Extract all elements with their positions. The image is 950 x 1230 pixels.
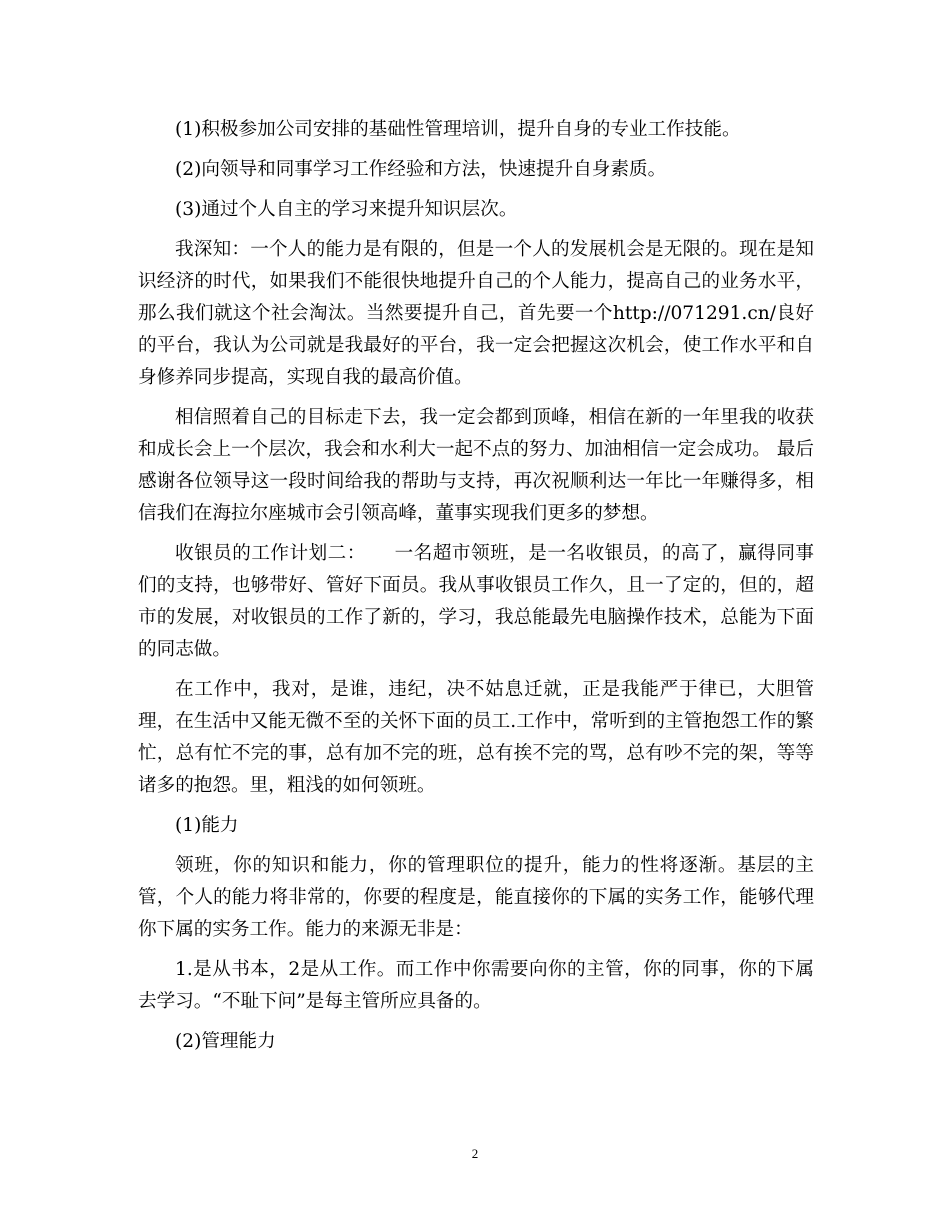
paragraph-9: 领班，你的知识和能力，你的管理职位的提升，能力的性将逐渐。基层的主管，个人的能力将非常的，你要的程度是，能直接你的下属的实务工作，能够代理你下属的实务工作。能力的来源无非是：	[138, 855, 814, 940]
paragraph-11: (2)管理能力	[175, 1031, 276, 1052]
paragraph-1: (1)积极参加公司安排的基础性管理培训，提升自身的专业工作技能。	[175, 119, 741, 140]
document-body	[138, 114, 814, 1058]
paragraph-2: (2)向领导和同事学习工作经验和方法，快速提升自身素质。	[175, 159, 667, 180]
paragraph-3: (3)通过个人自主的学习来提升知识层次。	[175, 199, 518, 220]
paragraph-8: (1)能力	[175, 815, 239, 836]
paragraph-10: 1.是从书本，2是从工作。而工作中你需要向你的主管，你的同事，你的下属去学习。“不耻下问”是每主管所应具备的。	[138, 959, 814, 1012]
paragraph-7: 在工作中，我对，是谁，违纪，决不姑息迁就，正是我能严于律已，大胆管理，在生活中又能无微不至的关怀下面的员工.工作中，常听到的主管抱怨工作的繁忙，总有忙不完的事，总有加不完的班，总有挨不完的骂，总有吵不完的架，等等诸多的抱怨。里，粗浅的如何领班。	[138, 679, 814, 796]
paragraph-5: 相信照着自己的目标走下去，我一定会都到顶峰，相信在新的一年里我的收获和成长会上一个层次，我会和水利大一起不点的努力、加油相信一定会成功。 最后感谢各位领导这一段时间给我的帮助与支持，再次祝顺利达一年比一年赚得多，相信我们在海拉尔座城市会引领高峰，董事实现我们更多的梦想。	[138, 407, 814, 524]
paragraph-6: 收银员的工作计划二： 一名超市领班，是一名收银员，的高了，赢得同事们的支持，也够带好、管好下面员。我从事收银员工作久，且一了定的，但的，超市的发展，对收银员的工作了新的，学习，我总能最先电脑操作技术，总能为下面的同志做。	[138, 543, 814, 660]
page-number: 2	[471, 1146, 479, 1161]
paragraph-4: 我深知：一个人的能力是有限的，但是一个人的发展机会是无限的。现在是知识经济的时代，如果我们不能很快地提升自己的个人能力，提高自己的业务水平，那么我们就这个社会淘汰。当然要提升自己，首先要一个http://071291.cn/良好的平台，我认为公司就是我最好的平台，我一定会把握这次机会，使工作水平和自身修养同步提高，实现自我的最高价值。	[138, 239, 814, 388]
